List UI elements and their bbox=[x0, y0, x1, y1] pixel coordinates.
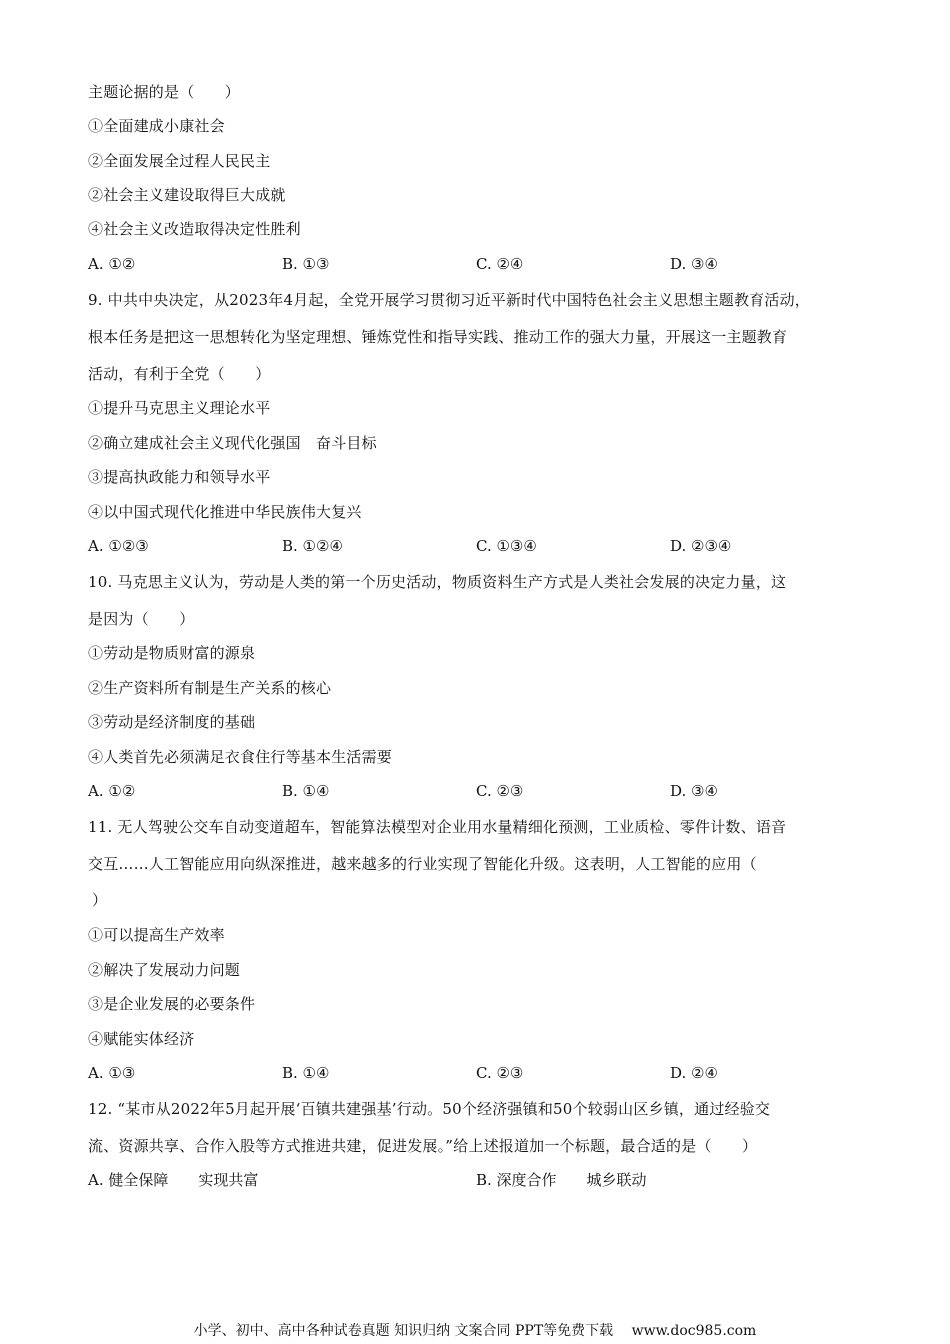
q10-option-a: A. ①② bbox=[88, 782, 136, 800]
q11-item-1: ①可以提高生产效率 bbox=[88, 926, 225, 944]
q12-option-b: B. 深度合作 城乡联动 bbox=[476, 1171, 647, 1189]
q9-option-c: C. ①③④ bbox=[476, 537, 537, 555]
q10-option-b: B. ①④ bbox=[282, 782, 330, 800]
q9-option-d: D. ②③④ bbox=[670, 537, 732, 555]
q11-option-a: A. ①③ bbox=[88, 1064, 136, 1082]
q10-option-c: C. ②③ bbox=[476, 782, 524, 800]
q8-stem-end: 主题论据的是（ ） bbox=[88, 83, 241, 101]
q8-option-d: D. ③④ bbox=[670, 255, 718, 273]
q11-item-2: ②解决了发展动力问题 bbox=[88, 961, 241, 979]
q12-stem-line-2: 流、资源共享、合作入股等方式推进共建，促进发展。”给上述报道加一个标题，最合适的是（ ） bbox=[88, 1137, 758, 1155]
q9-stem-line-2: 根本任务是把这一思想转化为坚定理想、锤炼党性和指导实践、推动工作的强大力量，开展这一主题教育 bbox=[88, 328, 788, 346]
q10-stem-line-2: 是因为（ ） bbox=[88, 610, 195, 628]
q11-stem-line-2: 交互……人工智能应用向纵深推进，越来越多的行业实现了智能化升级。这表明，人工智能的应用（ bbox=[88, 855, 757, 873]
q10-stem-line-1: 10. 马克思主义认为，劳动是人类的第一个历史活动，物质资料生产方式是人类社会发展的决定力量，这 bbox=[88, 573, 787, 591]
q10-item-4: ④人类首先必须满足衣食住行等基本生活需要 bbox=[88, 748, 393, 766]
q9-item-4: ④以中国式现代化推进中华民族伟大复兴 bbox=[88, 503, 362, 521]
q9-item-1: ①提升马克思主义理论水平 bbox=[88, 399, 271, 417]
q9-item-3: ③提高执政能力和领导水平 bbox=[88, 468, 271, 486]
q8-item-3: ②社会主义建设取得巨大成就 bbox=[88, 186, 286, 204]
q11-stem-line-1: 11. 无人驾驶公交车自动变道超车，智能算法模型对企业用水量精细化预测，工业质检、零件计数、语音 bbox=[88, 818, 787, 836]
q10-item-3: ③劳动是经济制度的基础 bbox=[88, 713, 256, 731]
q11-item-4: ④赋能实体经济 bbox=[88, 1030, 195, 1048]
page-footer: 小学、初中、高中各种试卷真题 知识归纳 文案合同 PPT等免费下载 www.doc985.com bbox=[193, 1323, 757, 1339]
q11-option-d: D. ②④ bbox=[670, 1064, 718, 1082]
q11-stem-line-3: ） bbox=[92, 891, 108, 909]
q8-item-4: ④社会主义改造取得决定性胜利 bbox=[88, 220, 301, 238]
q8-item-1: ①全面建成小康社会 bbox=[88, 117, 225, 135]
q9-option-b: B. ①②④ bbox=[282, 537, 343, 555]
q9-item-2: ②确立建成社会主义现代化强国 奋斗目标 bbox=[88, 434, 377, 452]
q11-option-c: C. ②③ bbox=[476, 1064, 524, 1082]
q9-stem-line-3: 活动，有利于全党（ ） bbox=[88, 365, 271, 383]
q8-option-c: C. ②④ bbox=[476, 255, 524, 273]
q8-option-b: B. ①③ bbox=[282, 255, 330, 273]
q12-option-a: A. 健全保障 实现共富 bbox=[88, 1171, 259, 1189]
q11-item-3: ③是企业发展的必要条件 bbox=[88, 995, 256, 1013]
q10-item-1: ①劳动是物质财富的源泉 bbox=[88, 644, 256, 662]
q9-stem-line-1: 9. 中共中央决定，从2023年4月起，全党开展学习贯彻习近平新时代中国特色社会主义思想主题教育活动， bbox=[88, 291, 811, 309]
q11-option-b: B. ①④ bbox=[282, 1064, 330, 1082]
q10-item-2: ②生产资料所有制是生产关系的核心 bbox=[88, 679, 332, 697]
q9-option-a: A. ①②③ bbox=[88, 537, 149, 555]
q12-stem-line-1: 12. “某市从2022年5月起开展‘百镇共建强基’行动。50个经济强镇和50个较弱山区乡镇，通过经验交 bbox=[88, 1100, 771, 1118]
q8-option-a: A. ①② bbox=[88, 255, 136, 273]
q10-option-d: D. ③④ bbox=[670, 782, 718, 800]
q8-item-2: ②全面发展全过程人民民主 bbox=[88, 152, 271, 170]
